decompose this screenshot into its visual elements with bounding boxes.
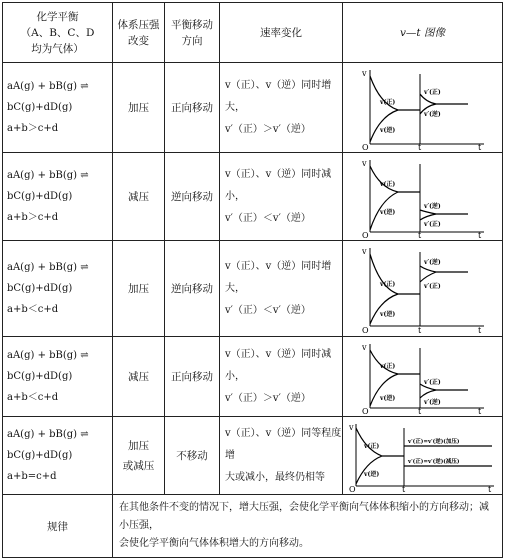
rate-cell <box>220 241 343 337</box>
header-row <box>3 3 503 63</box>
forward-rate-label: v(正) <box>379 180 395 188</box>
origin-label: O <box>361 325 369 334</box>
rate-cell <box>220 417 343 495</box>
vt-graph-cell <box>343 153 503 241</box>
header-equilibrium-line3: 均为气体） <box>31 42 84 55</box>
rule-row <box>3 495 503 558</box>
vt-graph-cell <box>343 63 503 153</box>
t-label: t <box>417 406 421 414</box>
pressure-cell: 减压 <box>113 153 165 241</box>
reverse-rate-curve <box>370 294 398 324</box>
header-direction-line2: 方向 <box>181 34 203 47</box>
direction-cell: 不移动 <box>165 417 220 495</box>
equation-line2: bC(g)+dD(g) <box>7 102 73 113</box>
equation-line1: aA(g) + bB(g) ⇌ <box>7 262 89 273</box>
t-label: t <box>401 484 405 492</box>
equation-condition: a+b＜c+d <box>7 304 59 315</box>
pressure-cell: 加压 <box>113 63 165 153</box>
new-reverse-label: v′(逆) <box>423 258 441 266</box>
vt-graph <box>358 156 488 238</box>
origin-label: O <box>361 230 369 238</box>
table-row <box>3 63 503 153</box>
rate-line1: v（正）、v（逆）同时减小， <box>225 168 332 202</box>
vt-graph-cell <box>343 337 503 417</box>
reverse-rate-curve <box>370 110 398 142</box>
rate-line2: v′（正）＜v′（逆） <box>225 212 311 224</box>
new-forward-label: v′(正) <box>423 282 441 290</box>
t-axis-label: t <box>487 484 491 492</box>
forward-rate-curve <box>370 350 420 374</box>
pressure-line2: 或减压 <box>122 459 155 472</box>
vt-graph-cell <box>343 417 503 495</box>
t-label: t <box>417 142 421 150</box>
rate-line1: v（正）、v（逆）同时增大， <box>225 79 332 113</box>
header-pressure-line2: 改变 <box>128 34 149 47</box>
t-axis-label: t <box>477 142 481 150</box>
header-rate: 速率变化 <box>220 3 343 63</box>
v-axis-label: v <box>348 422 354 432</box>
equation-cell <box>3 337 113 417</box>
forward-rate-label: v(正) <box>379 362 395 370</box>
new-reverse-label: v′(逆) <box>423 202 441 210</box>
pressure-cell <box>113 417 165 495</box>
new-forward-label: v′(正) <box>423 220 441 228</box>
forward-rate-label: v(正) <box>379 280 395 288</box>
pressure-cell: 减压 <box>113 337 165 417</box>
equation-cell <box>3 153 113 241</box>
v-axis-label: v <box>361 158 367 168</box>
pressure-equilibrium-table <box>2 2 503 558</box>
reverse-rate-label: v(逆) <box>379 208 395 216</box>
rate-line1: v（正）、v（逆）同时增大， <box>225 260 332 294</box>
reverse-rate-label: v(逆) <box>379 126 395 134</box>
rate-cell <box>220 153 343 241</box>
table-row <box>3 417 503 495</box>
new-reverse-curve <box>420 390 436 398</box>
rate-line1: v（正）、v（逆）同等程度增 <box>225 427 342 461</box>
direction-cell: 正向移动 <box>165 337 220 417</box>
new-reverse-curve <box>420 266 468 272</box>
rate-line2: v′（正）＞v′（逆） <box>225 123 311 135</box>
pressure-line1: 加压 <box>128 439 149 452</box>
header-equilibrium <box>3 3 113 63</box>
v-axis-label: v <box>361 342 367 352</box>
pressurized-label: v′(正)=v′(逆)(加压) <box>407 438 460 445</box>
v-axis-label: v <box>361 68 367 78</box>
rate-line2: v′（正）＜v′（逆） <box>225 304 311 316</box>
t-label: t <box>417 325 421 334</box>
equation-condition: a+b＞c+d <box>7 123 59 134</box>
equation-cell <box>3 241 113 337</box>
t-axis-label: t <box>477 325 481 334</box>
direction-cell: 逆向移动 <box>165 241 220 337</box>
t-axis-label: t <box>477 230 481 238</box>
t-label: t <box>417 230 421 238</box>
equation-line1: aA(g) + bB(g) ⇌ <box>7 81 89 92</box>
vt-graph <box>358 244 488 334</box>
equation-line1: aA(g) + bB(g) ⇌ <box>7 429 89 440</box>
vt-graph <box>348 420 498 492</box>
t-axis-label: t <box>477 406 481 414</box>
rule-text <box>113 495 503 558</box>
header-direction <box>165 3 220 63</box>
new-reverse-curve <box>420 210 468 214</box>
pressure-cell: 加压 <box>113 241 165 337</box>
reverse-rate-label: v(逆) <box>379 310 395 318</box>
v-axis-label: v <box>361 246 367 256</box>
new-forward-curve <box>420 272 436 282</box>
header-equilibrium-line1: 化学平衡 <box>36 10 79 23</box>
vt-graph <box>358 340 488 414</box>
equation-line2: bC(g)+dD(g) <box>7 450 73 461</box>
new-reverse-label: v′(逆) <box>423 398 441 406</box>
rule-text-line2: 会使化学平衡向气体体积增大的方向移动。 <box>119 538 309 549</box>
rate-line2: 大或减小，最终仍相等 <box>225 471 325 483</box>
rate-line2: v′（正）＞v′（逆） <box>225 392 311 404</box>
header-pressure <box>113 3 165 63</box>
forward-rate-curve <box>370 166 420 192</box>
rate-cell <box>220 63 343 153</box>
equation-line2: bC(g)+dD(g) <box>7 283 73 294</box>
origin-label: O <box>361 142 369 150</box>
forward-rate-curve <box>356 428 404 456</box>
direction-cell: 正向移动 <box>165 63 220 153</box>
new-forward-curve <box>420 214 436 220</box>
table-row <box>3 337 503 417</box>
new-forward-label: v′(正) <box>423 378 441 386</box>
vt-graph <box>358 66 488 150</box>
table-row <box>3 153 503 241</box>
header-pressure-line1: 体系压强 <box>117 18 160 31</box>
depressurized-label: v′(正)=v′(逆)(减压) <box>407 458 460 465</box>
new-reverse-label: v′(逆) <box>423 110 441 118</box>
reverse-rate-label: v(逆) <box>363 470 379 478</box>
equation-cell <box>3 417 113 495</box>
rule-label: 规律 <box>3 495 113 558</box>
equation-cell <box>3 63 113 153</box>
origin-label: O <box>348 484 356 492</box>
rate-cell <box>220 337 343 417</box>
forward-rate-label: v(正) <box>379 98 395 106</box>
reverse-rate-curve <box>356 456 382 484</box>
header-equilibrium-line2: （A、B、C、D <box>20 26 95 39</box>
equation-line2: bC(g)+dD(g) <box>7 371 73 382</box>
header-direction-line1: 平衡移动 <box>171 18 213 31</box>
table-row <box>3 241 503 337</box>
equation-condition: a+b＜c+d <box>7 392 59 403</box>
equation-line1: aA(g) + bB(g) ⇌ <box>7 170 89 181</box>
equation-line1: aA(g) + bB(g) ⇌ <box>7 350 89 361</box>
forward-rate-curve <box>370 254 420 294</box>
rule-text-line1: 在其他条件不变的情况下，增大压强，会使化学平衡向气体体积缩小的方向移动；减小压强， <box>119 502 489 531</box>
header-graph: v—t 图像 <box>343 3 503 63</box>
vt-graph-cell <box>343 241 503 337</box>
equation-condition: a+b=c+d <box>7 471 57 482</box>
forward-rate-label: v(正) <box>363 442 379 450</box>
equation-condition: a+b＞c+d <box>7 212 59 223</box>
direction-cell: 逆向移动 <box>165 153 220 241</box>
reverse-rate-label: v(逆) <box>379 394 395 402</box>
equation-line2: bC(g)+dD(g) <box>7 191 73 202</box>
rate-line1: v（正）、v（逆）同时减小， <box>225 348 332 382</box>
origin-label: O <box>361 406 369 414</box>
new-forward-label: v′(正) <box>423 88 441 96</box>
